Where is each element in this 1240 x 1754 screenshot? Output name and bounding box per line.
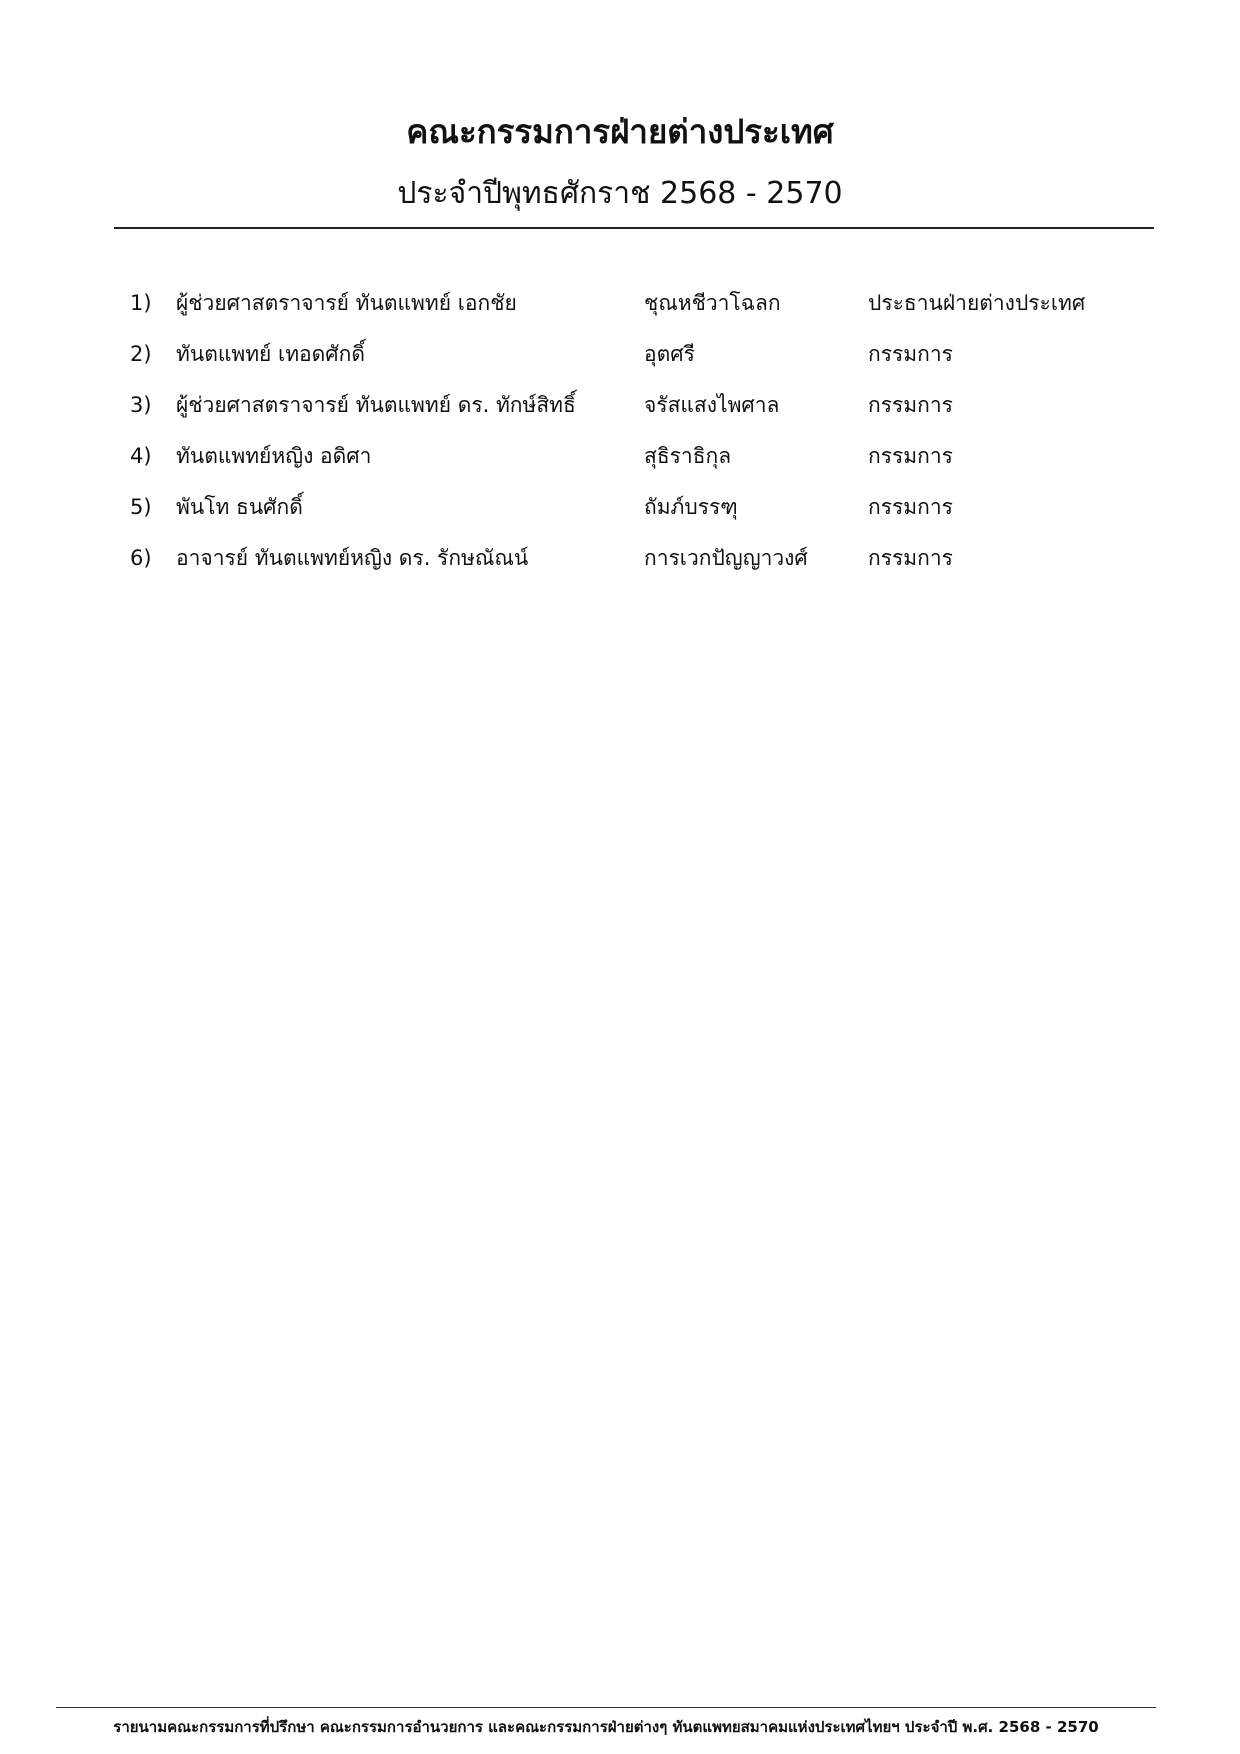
page-footer: รายนามคณะกรรมการที่ปรึกษา คณะกรรมการอำนวยการ และคณะกรรมการฝ่ายต่างๆ ทันตแพทยสมาคมแห่งประเทศไทยฯ ประจำปี พ.ศ. 2568 - 2570 [113, 1718, 1099, 1736]
member-role: กรรมการ [868, 393, 953, 417]
member-surname: ถัมภ์บรรฑุ [644, 495, 738, 519]
list-item [130, 334, 1130, 385]
member-surname: การเวกปัญญาวงศ์ [644, 546, 808, 570]
member-name: พันโท ธนศักดิ์ [176, 495, 303, 519]
list-item [130, 487, 1130, 538]
member-role: ประธานฝ่ายต่างประเทศ [868, 291, 1086, 315]
member-surname: อุตศรี [644, 342, 695, 366]
member-role: กรรมการ [868, 342, 953, 366]
list-item [130, 283, 1130, 334]
member-surname: สุธิราธิกุล [644, 444, 732, 468]
member-name: ทันตแพทย์หญิง อดิศา [176, 444, 372, 468]
list-item [130, 538, 1130, 589]
member-index: 4) [130, 444, 152, 468]
member-name: ผู้ช่วยศาสตราจารย์ ทันตแพทย์ ดร. ทักษ์สิทธิ์ [176, 393, 576, 417]
member-role: กรรมการ [868, 444, 953, 468]
member-role: กรรมการ [868, 495, 953, 519]
footer-divider [56, 1707, 1156, 1708]
member-role: กรรมการ [868, 546, 953, 570]
page-title: คณะกรรมการฝ่ายต่างประเทศ [406, 112, 834, 151]
member-list [130, 283, 1130, 589]
member-index: 3) [130, 393, 152, 417]
header-divider [114, 227, 1154, 229]
member-name: ทันตแพทย์ เทอดศักดิ์ [176, 342, 365, 366]
member-surname: จรัสแสงไพศาล [644, 393, 780, 417]
member-name: ผู้ช่วยศาสตราจารย์ ทันตแพทย์ เอกชัย [176, 291, 517, 315]
member-index: 5) [130, 495, 152, 519]
list-item [130, 385, 1130, 436]
member-name: อาจารย์ ทันตแพทย์หญิง ดร. รักษณัณน์ [176, 546, 529, 570]
member-index: 1) [130, 291, 152, 315]
member-index: 6) [130, 546, 152, 570]
page-subtitle: ประจำปีพุทธศักราช 2568 - 2570 [397, 176, 843, 211]
member-index: 2) [130, 342, 152, 366]
member-surname: ชุณหชีวาโฉลก [644, 291, 781, 315]
list-item [130, 436, 1130, 487]
